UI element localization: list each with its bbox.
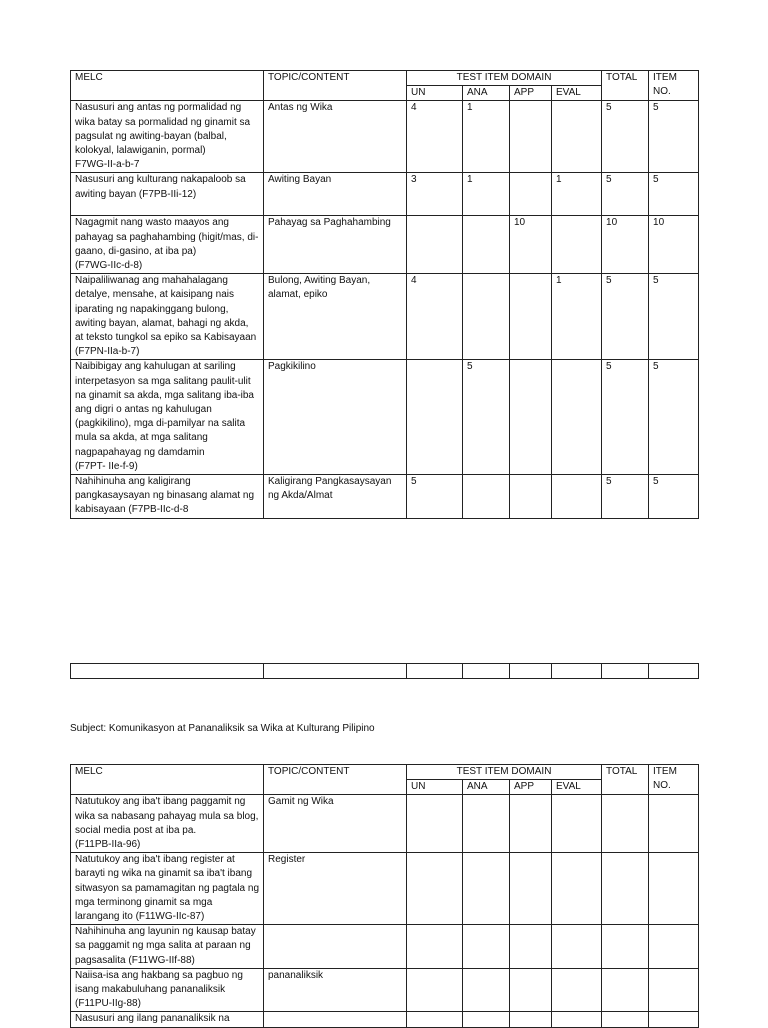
table-row [71, 1012, 699, 1027]
total-cell [602, 795, 649, 853]
melc-cell: Nasusuri ang kulturang nakapaloob sa awiting bayan (F7PB-IIi-12) [71, 173, 264, 216]
header-ana: ANA [463, 780, 510, 795]
item-no-cell: 5 [649, 475, 699, 519]
header-total: TOTAL [602, 765, 649, 795]
table-row [71, 173, 699, 216]
eval-cell [552, 1012, 602, 1027]
app-cell [510, 274, 552, 360]
un-cell [407, 853, 463, 925]
header-un: UN [407, 86, 463, 101]
topic-cell: pananaliksik [264, 968, 407, 1012]
item-no-cell [649, 1012, 699, 1027]
empty-cell [649, 664, 699, 679]
eval-cell [552, 925, 602, 969]
topic-cell [264, 925, 407, 969]
app-cell [510, 475, 552, 519]
melc-cell: Naipaliliwanag ang mahahalagang detalye, mensahe, at kaisipang nais iparating ng napakinggang bulong, awiting bayan, alamat, bahagi ng akda, at teksto tungkol sa epiko sa Kabisayaan (F7PN-IIa-b-7) [71, 274, 264, 360]
item-no-cell: 10 [649, 216, 699, 274]
header-app: APP [510, 86, 552, 101]
total-cell: 5 [602, 360, 649, 475]
app-cell: 10 [510, 216, 552, 274]
un-cell [407, 925, 463, 969]
table-row [71, 475, 699, 519]
header-row [71, 71, 699, 86]
un-cell: 5 [407, 475, 463, 519]
eval-cell [552, 101, 602, 173]
total-cell [602, 1012, 649, 1027]
un-cell: 4 [407, 101, 463, 173]
item-no-cell: 5 [649, 101, 699, 173]
app-cell [510, 853, 552, 925]
app-cell [510, 360, 552, 475]
table-row [71, 664, 699, 679]
table-row [71, 853, 699, 925]
table-row [71, 360, 699, 475]
empty-cell [552, 664, 602, 679]
empty-cell [407, 664, 463, 679]
item-no-cell: 5 [649, 360, 699, 475]
topic-cell: Gamit ng Wika [264, 795, 407, 853]
header-topic: TOPIC/CONTENT [264, 71, 407, 101]
un-cell [407, 968, 463, 1012]
eval-cell [552, 853, 602, 925]
un-cell [407, 216, 463, 274]
ana-cell [463, 853, 510, 925]
item-no-cell: 5 [649, 274, 699, 360]
app-cell [510, 925, 552, 969]
table-row [71, 795, 699, 853]
ana-cell [463, 968, 510, 1012]
app-cell [510, 173, 552, 216]
topic-cell: Kaligirang Pangkasaysayan ng Akda/Almat [264, 475, 407, 519]
un-cell [407, 1012, 463, 1027]
app-cell [510, 968, 552, 1012]
melc-cell: Nahihinuha ang layunin ng kausap batay sa paggamit ng mga salita at paraan ng pagsasalita (F11WG-IIf-88) [71, 925, 264, 969]
melc-cell: Nagagmit nang wasto maayos ang pahayag sa paghahambing (higit/mas, di-gaano, di-gasino, at iba pa) (F7WG-IIc-d-8) [71, 216, 264, 274]
table-row [71, 274, 699, 360]
header-test-item-domain: TEST ITEM DOMAIN [407, 71, 602, 86]
header-melc: MELC [71, 71, 264, 101]
ana-cell: 1 [463, 101, 510, 173]
header-total: TOTAL [602, 71, 649, 101]
ana-cell: 5 [463, 360, 510, 475]
table-row [71, 925, 699, 969]
item-no-cell [649, 925, 699, 969]
ana-cell [463, 795, 510, 853]
total-cell [602, 925, 649, 969]
melc-cell: Natutukoy ang iba't ibang paggamit ng wika sa nabasang pahayag mula sa blog, social media post at iba pa. (F11PB-IIa-96) [71, 795, 264, 853]
header-ana: ANA [463, 86, 510, 101]
total-cell [602, 853, 649, 925]
eval-cell [552, 216, 602, 274]
melc-cell: Nahihinuha ang kaligirang pangkasaysayan ng binasang alamat ng kabisayaan (F7PB-IIc-d-8 [71, 475, 264, 519]
ana-cell [463, 274, 510, 360]
table-of-specifications-2 [70, 764, 699, 1028]
header-un: UN [407, 780, 463, 795]
header-item-no: ITEM NO. [649, 71, 699, 101]
topic-cell: Awiting Bayan [264, 173, 407, 216]
header-eval: EVAL [552, 780, 602, 795]
melc-cell: Naiisa-isa ang hakbang sa pagbuo ng isang makabuluhang pananaliksik (F11PU-IIg-88) [71, 968, 264, 1012]
table-row [71, 101, 699, 173]
item-no-cell [649, 968, 699, 1012]
empty-table-row [70, 663, 699, 679]
item-no-cell [649, 795, 699, 853]
topic-cell: Pahayag sa Paghahambing [264, 216, 407, 274]
header-row [71, 765, 699, 780]
total-cell: 10 [602, 216, 649, 274]
un-cell: 4 [407, 274, 463, 360]
ana-cell: 1 [463, 173, 510, 216]
ana-cell [463, 216, 510, 274]
total-cell: 5 [602, 173, 649, 216]
table-of-specifications-1 [70, 70, 699, 519]
topic-cell: Antas ng Wika [264, 101, 407, 173]
header-test-item-domain: TEST ITEM DOMAIN [407, 765, 602, 780]
un-cell [407, 795, 463, 853]
total-cell: 5 [602, 274, 649, 360]
melc-cell: Naibibigay ang kahulugan at sariling interpetasyon sa mga salitang paulit-ulit na ginamit sa akda, mga salitang iba-iba ang digri o antas ng kahulugan (pagkikilino), mga di-pamilyar na salita mula sa akda, at mga salitang nagpapahayag ng damdamin (F7PT- IIe-f-9) [71, 360, 264, 475]
empty-cell [71, 664, 264, 679]
un-cell: 3 [407, 173, 463, 216]
total-cell [602, 968, 649, 1012]
eval-cell: 1 [552, 173, 602, 216]
melc-cell: Nasusuri ang antas ng pormalidad ng wika batay sa pormalidad ng ginamit sa pagsulat ng awiting-bayan (balbal, kolokyal, lalawiganin, pormal) F7WG-II-a-b-7 [71, 101, 264, 173]
un-cell [407, 360, 463, 475]
ana-cell [463, 475, 510, 519]
total-cell: 5 [602, 475, 649, 519]
empty-cell [602, 664, 649, 679]
empty-cell [510, 664, 552, 679]
item-no-cell [649, 853, 699, 925]
eval-cell [552, 475, 602, 519]
app-cell [510, 795, 552, 853]
table-row [71, 968, 699, 1012]
ana-cell [463, 925, 510, 969]
topic-cell: Bulong, Awiting Bayan, alamat, epiko [264, 274, 407, 360]
table-row [71, 216, 699, 274]
header-eval: EVAL [552, 86, 602, 101]
eval-cell [552, 795, 602, 853]
subject-line: Subject: Komunikasyon at Pananaliksik sa Wika at Kulturang Pilipino [70, 723, 375, 734]
total-cell: 5 [602, 101, 649, 173]
topic-cell [264, 1012, 407, 1027]
topic-cell: Pagkikilino [264, 360, 407, 475]
header-melc: MELC [71, 765, 264, 795]
app-cell [510, 101, 552, 173]
eval-cell: 1 [552, 274, 602, 360]
empty-cell [264, 664, 407, 679]
empty-cell [463, 664, 510, 679]
eval-cell [552, 968, 602, 1012]
item-no-cell: 5 [649, 173, 699, 216]
melc-cell: Natutukoy ang iba't ibang register at barayti ng wika na ginamit sa iba't ibang sitwasyon sa pamamagitan ng pagtala ng mga terminong ginamit sa mga larangang ito (F11WG-IIc-87) [71, 853, 264, 925]
header-app: APP [510, 780, 552, 795]
app-cell [510, 1012, 552, 1027]
topic-cell: Register [264, 853, 407, 925]
header-topic: TOPIC/CONTENT [264, 765, 407, 795]
eval-cell [552, 360, 602, 475]
melc-cell: Nasusuri ang ilang pananaliksik na [71, 1012, 264, 1027]
ana-cell [463, 1012, 510, 1027]
header-item-no: ITEM NO. [649, 765, 699, 795]
